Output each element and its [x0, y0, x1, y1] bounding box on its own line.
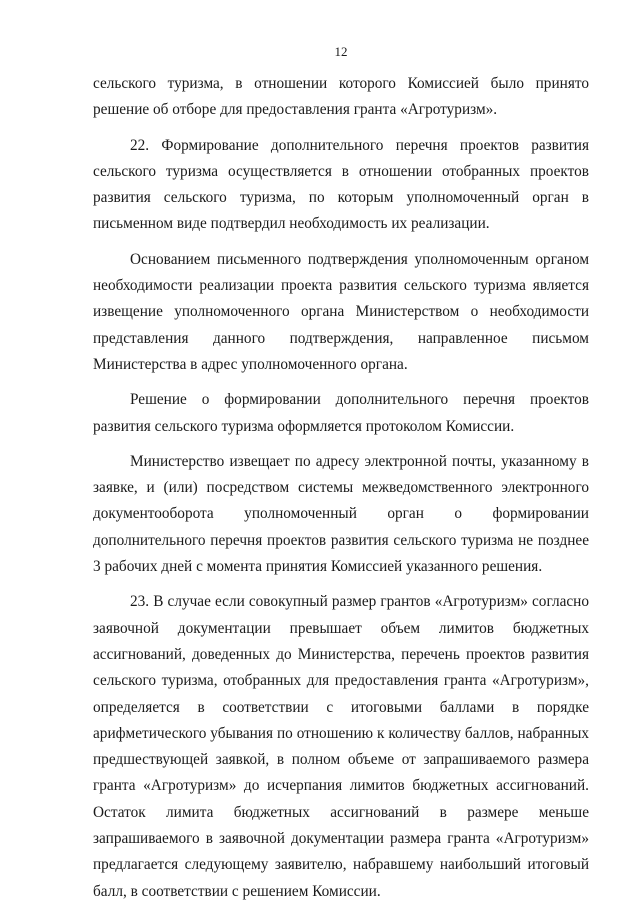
paragraph-confirmation-basis: Основанием письменного подтверждения уполномоченным органом необходимости реализации проекта развития сельского туризма является извещение уполномоченного органа Министерством о необходимости представления данного подтверждения, направленное письмом Министерства в адрес уполномоченного органа.: [93, 250, 589, 373]
paragraph-item-22: 22. Формирование дополнительного перечня проектов развития сельского туризма осуществляется в отношении отобранных проектов развития сельского туризма, по которым уполномоченный орган в письменном виде подтвердил необходимость их реализации.: [93, 136, 589, 233]
paragraph-item-23: 23. В случае если совокупный размер грантов «Агротуризм» согласно заявочной документации превышает объем лимитов бюджетных ассигнований, доведенных до Министерства, перечень проектов развития сельского туризма, отобранных для предоставления гранта «Агротуризм», определяется в соответствии с итоговыми баллами в порядке арифметического убывания по отношению к количеству баллов, набранных предшествующей заявкой, в полном объеме от запрашиваемого размера гранта «Агротуризм» до исчерпания лимитов бюджетных ассигнований. Остаток лимита бюджетных ассигнований в размере меньше запрашиваемого в заявочной документации размера гранта «Агротуризм» предлагается следующему заявителю, набравшему наибольший итоговый балл, в соответствии с решением Комиссии.: [93, 593, 589, 900]
paragraph-continuation: сельского туризма, в отношении которого Комиссией было принято решение об отборе для предоставления гранта «Агротуризм».: [93, 75, 589, 119]
paragraph-ministry-notice: Министерство извещает по адресу электронной почты, указанному в заявке, и (или) посредством системы межведомственного электронного документооборота уполномоченный орган о формировании дополнительного перечня проектов развития сельского туризма не позднее 3 рабочих дней с момента принятия Комиссией указанного решения.: [93, 452, 589, 576]
page-number: 12: [334, 44, 348, 59]
paragraph-decision-protocol: Решение о формировании дополнительного перечня проектов развития сельского туризма оформляется протоколом Комиссии.: [93, 391, 589, 435]
